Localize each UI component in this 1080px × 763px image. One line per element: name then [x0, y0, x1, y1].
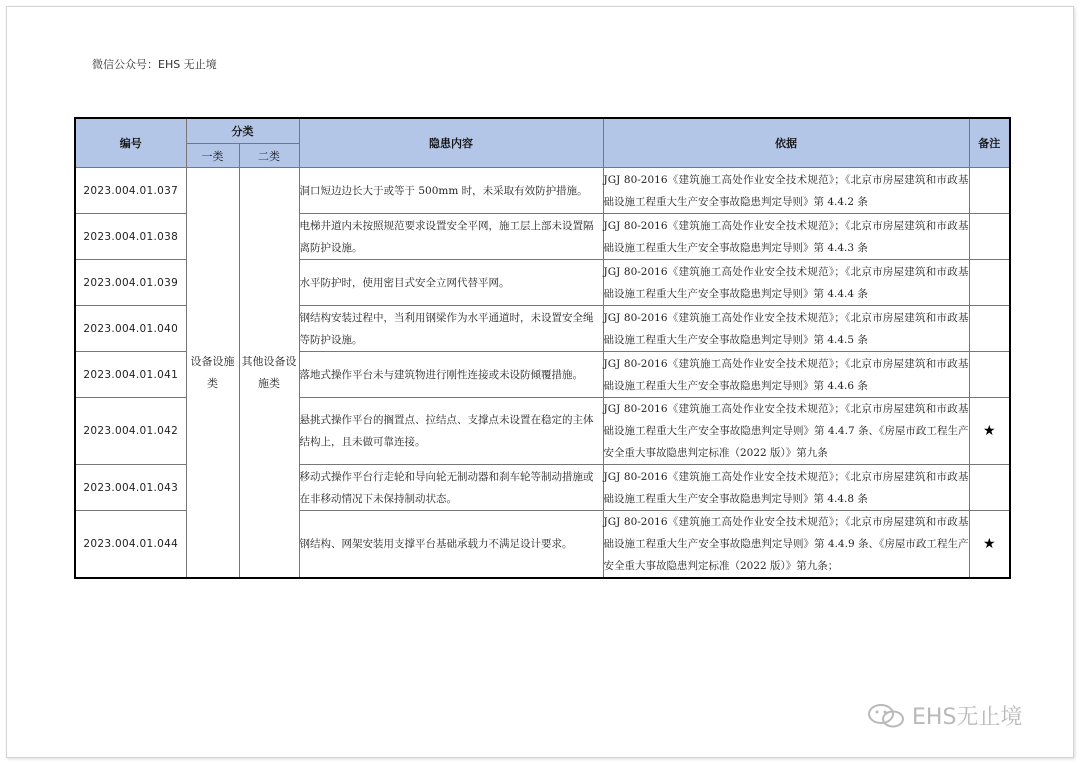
watermark-text: EHS无止境 [912, 705, 1023, 730]
row-note-star: ★ [969, 511, 1010, 579]
header-note: 微信公众号：EHS 无止境 [92, 58, 217, 71]
row-code: 2023.004.01.043 [75, 465, 186, 511]
category2-cell: 其他设备设施类 [239, 168, 299, 579]
header-category: 分类 [186, 118, 299, 144]
row-note-star: ★ [969, 398, 1010, 465]
row-basis: JGJ 80-2016《建筑施工高处作业安全技术规范》；《北京市房屋建筑和市政基础设施工程重大生产安全事故隐患判定导则》第 4.4.7 条、《房屋市政工程生产安全重大事故隐患判定标准（2022 版）》第九条 [603, 398, 969, 465]
row-code: 2023.004.01.042 [75, 398, 186, 465]
row-note [969, 306, 1010, 352]
wechat-icon [866, 703, 906, 729]
category1-cell: 设备设施类 [186, 168, 239, 579]
row-code: 2023.004.01.040 [75, 306, 186, 352]
header-note: 备注 [969, 118, 1010, 168]
header-code: 编号 [75, 118, 186, 168]
row-content: 落地式操作平台未与建筑物进行刚性连接或未设防倾覆措施。 [299, 352, 603, 398]
header-cat2: 二类 [239, 144, 299, 168]
row-content: 移动式操作平台行走轮和导向轮无制动器和刹车轮等制动措施或在非移动情况下未保持制动状态。 [299, 465, 603, 511]
row-basis: JGJ 80-2016《建筑施工高处作业安全技术规范》；《北京市房屋建筑和市政基础设施工程重大生产安全事故隐患判定导则》第 4.4.9 条、《房屋市政工程生产安全重大事故隐患判定标准（2022 版）》第九条； [603, 511, 969, 579]
row-basis: JGJ 80-2016《建筑施工高处作业安全技术规范》；《北京市房屋建筑和市政基础设施工程重大生产安全事故隐患判定导则》第 4.4.2 条 [603, 168, 969, 214]
row-code: 2023.004.01.039 [75, 260, 186, 306]
row-content: 洞口短边边长大于或等于 500mm 时，未采取有效防护措施。 [299, 168, 603, 214]
row-content: 钢结构安装过程中，当利用钢梁作为水平通道时，未设置安全绳等防护设施。 [299, 306, 603, 352]
row-note [969, 214, 1010, 260]
row-code: 2023.004.01.037 [75, 168, 186, 214]
row-content: 钢结构、网架安装用支撑平台基础承载力不满足设计要求。 [299, 511, 603, 579]
row-basis: JGJ 80-2016《建筑施工高处作业安全技术规范》；《北京市房屋建筑和市政基础设施工程重大生产安全事故隐患判定导则》第 4.4.6 条 [603, 352, 969, 398]
row-note [969, 352, 1010, 398]
watermark [866, 700, 1022, 731]
row-content: 电梯井道内未按照规范要求设置安全平网，施工层上部未设置隔离防护设施。 [299, 214, 603, 260]
row-code: 2023.004.01.041 [75, 352, 186, 398]
hazard-table [74, 117, 1011, 579]
row-basis: JGJ 80-2016《建筑施工高处作业安全技术规范》；《北京市房屋建筑和市政基础设施工程重大生产安全事故隐患判定导则》第 4.4.4 条 [603, 260, 969, 306]
row-content: 悬挑式操作平台的搁置点、拉结点、支撑点未设置在稳定的主体结构上，且未做可靠连接。 [299, 398, 603, 465]
row-basis: JGJ 80-2016《建筑施工高处作业安全技术规范》；《北京市房屋建筑和市政基础设施工程重大生产安全事故隐患判定导则》第 4.4.3 条 [603, 214, 969, 260]
row-code: 2023.004.01.038 [75, 214, 186, 260]
row-note [969, 465, 1010, 511]
row-code: 2023.004.01.044 [75, 511, 186, 579]
row-basis: JGJ 80-2016《建筑施工高处作业安全技术规范》；《北京市房屋建筑和市政基础设施工程重大生产安全事故隐患判定导则》第 4.4.8 条 [603, 465, 969, 511]
header-content: 隐患内容 [299, 118, 603, 168]
header-basis: 依据 [603, 118, 969, 168]
table-row [75, 168, 1010, 214]
row-basis: JGJ 80-2016《建筑施工高处作业安全技术规范》；《北京市房屋建筑和市政基础设施工程重大生产安全事故隐患判定导则》第 4.4.5 条 [603, 306, 969, 352]
row-content: 水平防护时，使用密目式安全立网代替平网。 [299, 260, 603, 306]
header-cat1: 一类 [186, 144, 239, 168]
row-note [969, 168, 1010, 214]
row-note [969, 260, 1010, 306]
